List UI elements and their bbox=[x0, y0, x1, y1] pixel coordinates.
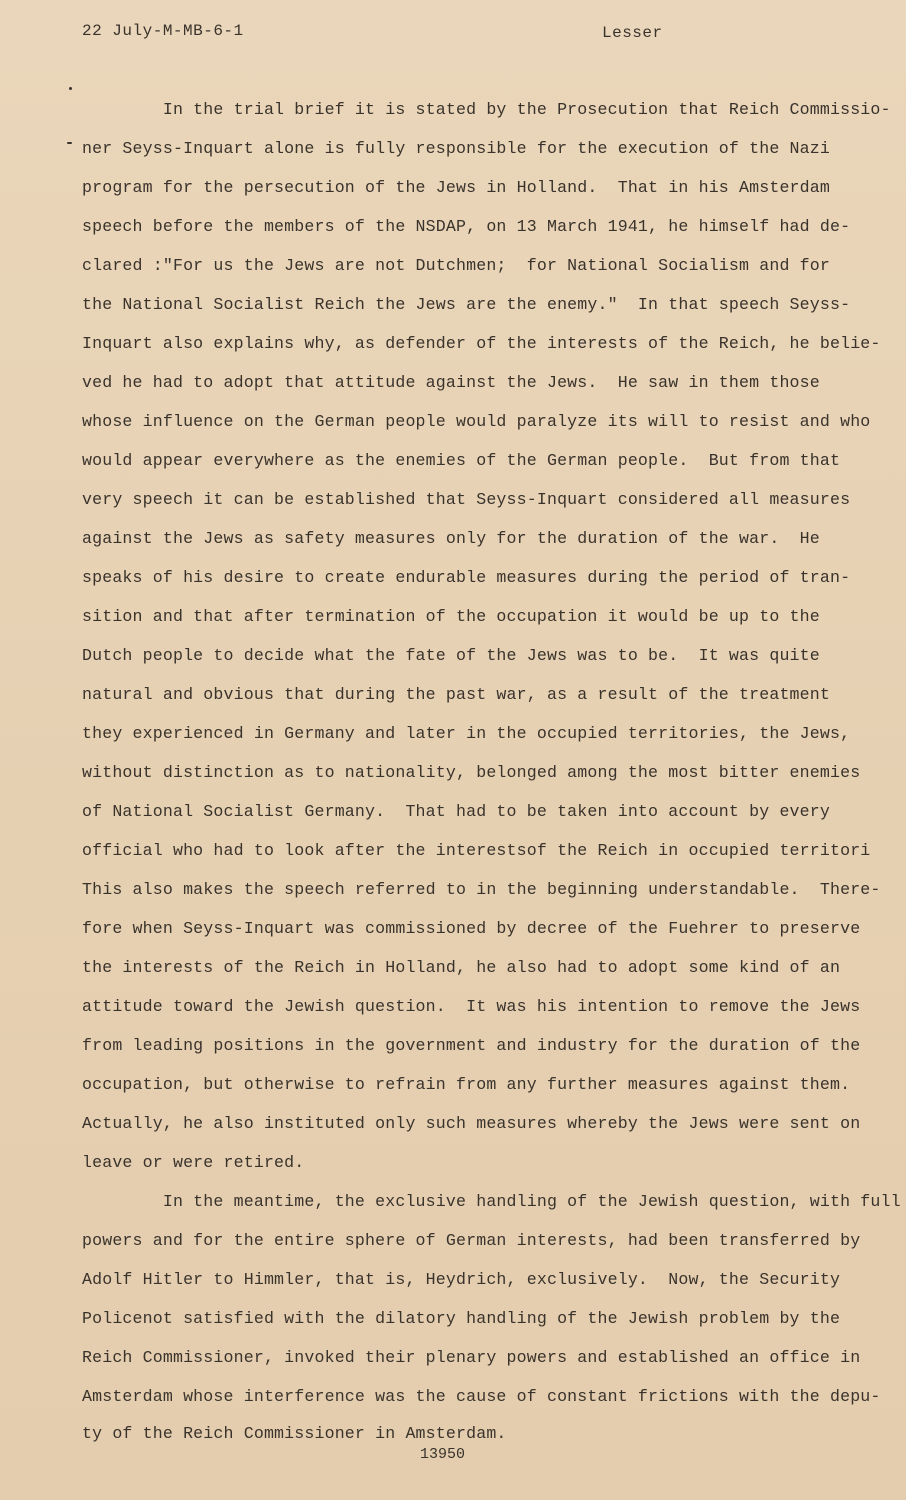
text-line: of National Socialist Germany. That had to be taken into account by every bbox=[82, 802, 830, 821]
text-line: Actually, he also instituted only such measures whereby the Jews were sent on bbox=[82, 1114, 861, 1133]
text-line: Reich Commissioner, invoked their plenary powers and established an office in bbox=[82, 1348, 861, 1367]
text-line: In the trial brief it is stated by the Prosecution that Reich Commissio- bbox=[82, 100, 891, 119]
text-line: from leading positions in the government and industry for the duration of the bbox=[82, 1036, 861, 1055]
text-line: ner Seyss-Inquart alone is fully responsible for the execution of the Nazi bbox=[82, 139, 830, 158]
text-line: the National Socialist Reich the Jews are the enemy." In that speech Seyss- bbox=[82, 295, 851, 314]
page-number: 13950 bbox=[420, 1446, 466, 1463]
text-line: they experienced in Germany and later in the occupied territories, the Jews, bbox=[82, 724, 851, 743]
text-line: without distinction as to nationality, belonged among the most bitter enemies bbox=[82, 763, 861, 782]
margin-mark bbox=[69, 87, 72, 90]
document-reference: 22 July-M-MB-6-1 bbox=[82, 22, 244, 40]
text-line: would appear everywhere as the enemies of the German people. But from that bbox=[82, 451, 841, 470]
text-line: powers and for the entire sphere of German interests, had been transferred by bbox=[82, 1231, 861, 1250]
text-line: against the Jews as safety measures only for the duration of the war. He bbox=[82, 529, 820, 548]
text-line: This also makes the speech referred to in the beginning understandable. There- bbox=[82, 880, 881, 899]
text-line: ty of the Reich Commissioner in Amsterdam. bbox=[82, 1424, 507, 1443]
text-line: Dutch people to decide what the fate of the Jews was to be. It was quite bbox=[82, 646, 820, 665]
text-line: very speech it can be established that Seyss-Inquart considered all measures bbox=[82, 490, 851, 509]
text-line: ved he had to adopt that attitude against the Jews. He saw in them those bbox=[82, 373, 820, 392]
text-line: occupation, but otherwise to refrain from any further measures against them. bbox=[82, 1075, 851, 1094]
text-line: Amsterdam whose interference was the cause of constant frictions with the depu- bbox=[82, 1387, 881, 1406]
text-line: Inquart also explains why, as defender of the interests of the Reich, he belie- bbox=[82, 334, 881, 353]
text-line: leave or were retired. bbox=[82, 1153, 305, 1172]
text-line: natural and obvious that during the past war, as a result of the treatment bbox=[82, 685, 830, 704]
text-line: speaks of his desire to create endurable measures during the period of tran- bbox=[82, 568, 851, 587]
text-line: In the meantime, the exclusive handling of the Jewish question, with full bbox=[82, 1192, 901, 1211]
text-line: clared :"For us the Jews are not Dutchmen; for National Socialism and for bbox=[82, 256, 830, 275]
text-line: Policenot satisfied with the dilatory handling of the Jewish problem by the bbox=[82, 1309, 841, 1328]
text-line: sition and that after termination of the occupation it would be up to the bbox=[82, 607, 820, 626]
text-line: the interests of the Reich in Holland, he also had to adopt some kind of an bbox=[82, 958, 841, 977]
text-line: whose influence on the German people would paralyze its will to resist and who bbox=[82, 412, 871, 431]
text-line: attitude toward the Jewish question. It was his intention to remove the Jews bbox=[82, 997, 861, 1016]
witness-name: Lesser bbox=[602, 24, 663, 42]
margin-mark bbox=[67, 142, 72, 144]
text-line: speech before the members of the NSDAP, on 13 March 1941, he himself had de- bbox=[82, 217, 851, 236]
text-line: fore when Seyss-Inquart was commissioned by decree of the Fuehrer to preserve bbox=[82, 919, 861, 938]
text-line: official who had to look after the interestsof the Reich in occupied territori bbox=[82, 841, 871, 860]
text-line: Adolf Hitler to Himmler, that is, Heydrich, exclusively. Now, the Security bbox=[82, 1270, 841, 1289]
text-line: program for the persecution of the Jews in Holland. That in his Amsterdam bbox=[82, 178, 830, 197]
